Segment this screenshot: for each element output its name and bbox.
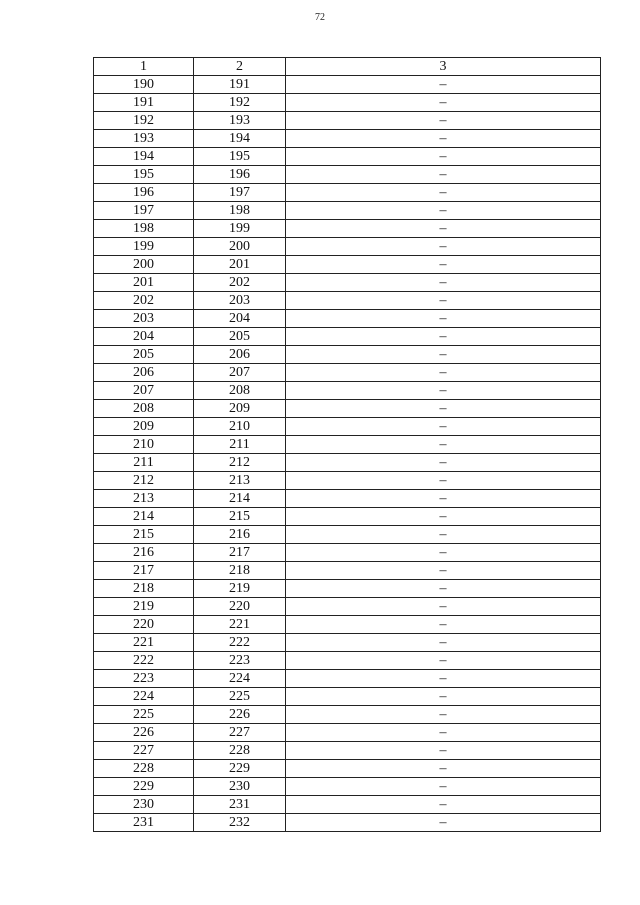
- table-cell-col-1: 220: [94, 616, 194, 634]
- table-row: [94, 526, 601, 544]
- table-row: [94, 274, 601, 292]
- table-cell-col-2: 197: [194, 184, 286, 202]
- table-cell-col-3: –: [286, 418, 601, 436]
- table-cell-col-1: 225: [94, 706, 194, 724]
- table-cell-col-1: 192: [94, 112, 194, 130]
- table-cell-col-1: 200: [94, 256, 194, 274]
- table-cell-col-2: 202: [194, 274, 286, 292]
- table-cell-col-3: –: [286, 490, 601, 508]
- table-cell-col-3: –: [286, 166, 601, 184]
- table-cell-col-3: –: [286, 220, 601, 238]
- table-row: [94, 112, 601, 130]
- table-cell-col-1: 222: [94, 652, 194, 670]
- table-cell-col-1: 194: [94, 148, 194, 166]
- table-row: [94, 202, 601, 220]
- table-cell-col-1: 203: [94, 310, 194, 328]
- table-cell-col-2: 229: [194, 760, 286, 778]
- table-cell-col-3: –: [286, 202, 601, 220]
- table-row: [94, 76, 601, 94]
- table-cell-col-3: –: [286, 580, 601, 598]
- table-row: [94, 382, 601, 400]
- table-cell-col-3: –: [286, 94, 601, 112]
- table-cell-col-3: –: [286, 724, 601, 742]
- table-cell-col-3: –: [286, 256, 601, 274]
- table-cell-col-1: 201: [94, 274, 194, 292]
- table-cell-col-2: 191: [194, 76, 286, 94]
- table-cell-col-1: 209: [94, 418, 194, 436]
- table-cell-col-2: 228: [194, 742, 286, 760]
- table-row: [94, 400, 601, 418]
- table-cell-col-2: 225: [194, 688, 286, 706]
- table-cell-col-2: 206: [194, 346, 286, 364]
- table-row: [94, 472, 601, 490]
- table-cell-col-3: –: [286, 742, 601, 760]
- table-cell-col-1: 207: [94, 382, 194, 400]
- table-row: [94, 292, 601, 310]
- table-cell-col-2: 209: [194, 400, 286, 418]
- table-cell-col-3: –: [286, 148, 601, 166]
- table-cell-col-3: –: [286, 652, 601, 670]
- table-cell-col-2: 224: [194, 670, 286, 688]
- table-cell-col-2: 232: [194, 814, 286, 832]
- table-cell-col-2: 193: [194, 112, 286, 130]
- table-cell-col-2: 210: [194, 418, 286, 436]
- table-header-row: [94, 58, 601, 76]
- table-cell-col-2: 203: [194, 292, 286, 310]
- table-cell-col-2: 198: [194, 202, 286, 220]
- table-cell-col-3: –: [286, 472, 601, 490]
- table-cell-col-1: 218: [94, 580, 194, 598]
- table-cell-col-2: 231: [194, 796, 286, 814]
- table-row: [94, 652, 601, 670]
- table-row: [94, 688, 601, 706]
- table-row: [94, 562, 601, 580]
- table-row: [94, 742, 601, 760]
- table-cell-col-2: 230: [194, 778, 286, 796]
- table-row: [94, 184, 601, 202]
- table-cell-col-3: –: [286, 562, 601, 580]
- table-cell-col-2: 211: [194, 436, 286, 454]
- table-cell-col-1: 205: [94, 346, 194, 364]
- table-cell-col-3: –: [286, 76, 601, 94]
- table-cell-col-1: 228: [94, 760, 194, 778]
- table-row: [94, 508, 601, 526]
- table-cell-col-1: 221: [94, 634, 194, 652]
- table-cell-col-1: 217: [94, 562, 194, 580]
- table-cell-col-3: –: [286, 400, 601, 418]
- table-cell-col-2: 204: [194, 310, 286, 328]
- table-cell-col-1: 193: [94, 130, 194, 148]
- table-cell-col-3: –: [286, 364, 601, 382]
- table-cell-col-2: 200: [194, 238, 286, 256]
- table-row: [94, 616, 601, 634]
- table-cell-col-1: 199: [94, 238, 194, 256]
- table-cell-col-1: 190: [94, 76, 194, 94]
- table-cell-col-2: 192: [194, 94, 286, 112]
- table-cell-col-3: –: [286, 436, 601, 454]
- table-cell-col-3: –: [286, 616, 601, 634]
- table-cell-col-1: 216: [94, 544, 194, 562]
- table-cell-col-2: 201: [194, 256, 286, 274]
- table-cell-col-1: 191: [94, 94, 194, 112]
- table-cell-col-3: –: [286, 796, 601, 814]
- table-cell-col-3: –: [286, 508, 601, 526]
- table-cell-col-1: 206: [94, 364, 194, 382]
- table-row: [94, 256, 601, 274]
- table-cell-col-1: 214: [94, 508, 194, 526]
- table-cell-col-1: 202: [94, 292, 194, 310]
- table-cell-col-2: 221: [194, 616, 286, 634]
- table-row: [94, 724, 601, 742]
- table-cell-col-1: 204: [94, 328, 194, 346]
- column-header-1: 1: [94, 58, 194, 76]
- table-cell-col-1: 224: [94, 688, 194, 706]
- table-row: [94, 418, 601, 436]
- data-table-container: [93, 57, 600, 832]
- data-table: [93, 57, 601, 832]
- table-cell-col-3: –: [286, 328, 601, 346]
- table-cell-col-1: 223: [94, 670, 194, 688]
- table-row: [94, 760, 601, 778]
- table-cell-col-2: 220: [194, 598, 286, 616]
- table-row: [94, 490, 601, 508]
- table-row: [94, 166, 601, 184]
- table-cell-col-3: –: [286, 598, 601, 616]
- table-cell-col-3: –: [286, 814, 601, 832]
- table-cell-col-3: –: [286, 130, 601, 148]
- table-cell-col-2: 195: [194, 148, 286, 166]
- table-row: [94, 634, 601, 652]
- table-cell-col-3: –: [286, 454, 601, 472]
- table-cell-col-3: –: [286, 760, 601, 778]
- table-row: [94, 364, 601, 382]
- table-cell-col-3: –: [286, 778, 601, 796]
- table-cell-col-2: 215: [194, 508, 286, 526]
- table-row: [94, 778, 601, 796]
- table-cell-col-3: –: [286, 688, 601, 706]
- table-cell-col-3: –: [286, 670, 601, 688]
- table-cell-col-1: 195: [94, 166, 194, 184]
- table-row: [94, 598, 601, 616]
- table-cell-col-1: 198: [94, 220, 194, 238]
- table-cell-col-2: 218: [194, 562, 286, 580]
- table-cell-col-1: 212: [94, 472, 194, 490]
- table-row: [94, 796, 601, 814]
- table-cell-col-3: –: [286, 184, 601, 202]
- table-row: [94, 436, 601, 454]
- table-row: [94, 580, 601, 598]
- table-cell-col-3: –: [286, 706, 601, 724]
- table-cell-col-1: 215: [94, 526, 194, 544]
- table-cell-col-1: 230: [94, 796, 194, 814]
- table-cell-col-1: 227: [94, 742, 194, 760]
- table-cell-col-3: –: [286, 238, 601, 256]
- table-cell-col-3: –: [286, 274, 601, 292]
- table-cell-col-2: 219: [194, 580, 286, 598]
- column-header-2: 2: [194, 58, 286, 76]
- table-cell-col-3: –: [286, 112, 601, 130]
- table-cell-col-2: 217: [194, 544, 286, 562]
- table-cell-col-3: –: [286, 346, 601, 364]
- table-cell-col-2: 207: [194, 364, 286, 382]
- table-cell-col-3: –: [286, 382, 601, 400]
- table-cell-col-2: 216: [194, 526, 286, 544]
- table-cell-col-1: 211: [94, 454, 194, 472]
- column-header-3: 3: [286, 58, 601, 76]
- table-cell-col-1: 213: [94, 490, 194, 508]
- table-cell-col-2: 194: [194, 130, 286, 148]
- table-row: [94, 346, 601, 364]
- table-cell-col-1: 231: [94, 814, 194, 832]
- table-cell-col-2: 223: [194, 652, 286, 670]
- table-cell-col-2: 196: [194, 166, 286, 184]
- table-cell-col-1: 197: [94, 202, 194, 220]
- table-cell-col-3: –: [286, 292, 601, 310]
- table-row: [94, 94, 601, 112]
- table-cell-col-3: –: [286, 634, 601, 652]
- table-cell-col-1: 196: [94, 184, 194, 202]
- table-body: [94, 76, 601, 832]
- table-row: [94, 814, 601, 832]
- table-cell-col-1: 229: [94, 778, 194, 796]
- table-row: [94, 328, 601, 346]
- page-number: 72: [315, 12, 325, 23]
- table-cell-col-2: 212: [194, 454, 286, 472]
- table-row: [94, 238, 601, 256]
- table-row: [94, 670, 601, 688]
- table-row: [94, 454, 601, 472]
- table-cell-col-2: 199: [194, 220, 286, 238]
- table-row: [94, 130, 601, 148]
- table-cell-col-1: 210: [94, 436, 194, 454]
- table-row: [94, 310, 601, 328]
- table-cell-col-2: 226: [194, 706, 286, 724]
- table-cell-col-2: 227: [194, 724, 286, 742]
- table-cell-col-3: –: [286, 526, 601, 544]
- table-cell-col-1: 226: [94, 724, 194, 742]
- table-cell-col-1: 219: [94, 598, 194, 616]
- table-cell-col-2: 214: [194, 490, 286, 508]
- table-row: [94, 220, 601, 238]
- table-cell-col-3: –: [286, 310, 601, 328]
- table-cell-col-1: 208: [94, 400, 194, 418]
- table-row: [94, 148, 601, 166]
- table-row: [94, 706, 601, 724]
- table-cell-col-2: 205: [194, 328, 286, 346]
- table-cell-col-2: 222: [194, 634, 286, 652]
- table-cell-col-2: 213: [194, 472, 286, 490]
- table-cell-col-3: –: [286, 544, 601, 562]
- table-cell-col-2: 208: [194, 382, 286, 400]
- table-row: [94, 544, 601, 562]
